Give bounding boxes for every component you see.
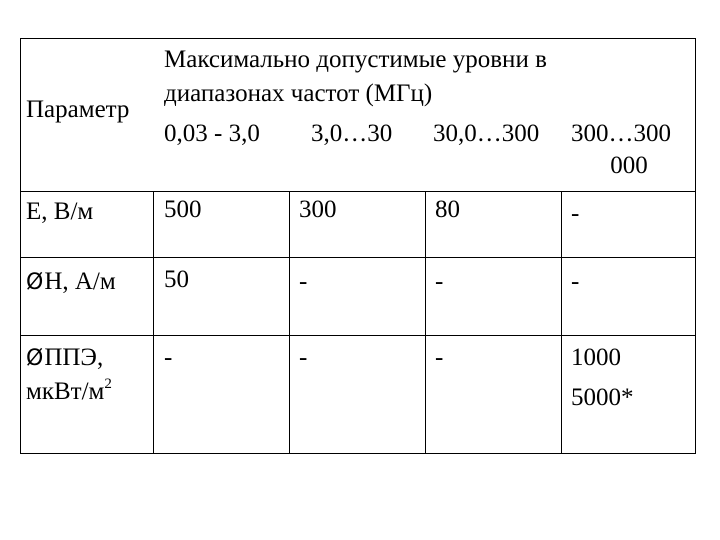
header-range-1: 0,03 - 3,0	[164, 120, 260, 147]
row-divider	[21, 257, 695, 258]
header-range-4-cont: 000	[610, 152, 648, 179]
col-divider	[561, 191, 562, 453]
row-h-value: 50	[164, 266, 189, 293]
row-ppe-value: -	[299, 344, 308, 371]
row-ppe-value: -	[164, 344, 173, 371]
row-h-value: -	[571, 268, 580, 295]
norms-table	[20, 38, 696, 454]
row-divider	[21, 335, 695, 336]
col-divider	[425, 191, 426, 453]
arrow-bullet-icon: Ø	[26, 270, 44, 295]
row-divider	[21, 191, 695, 192]
header-range-3: 30,0…300	[433, 120, 540, 147]
row-h-value: -	[435, 268, 444, 295]
row-ppe-value: -	[435, 344, 444, 371]
header-param: Параметр	[26, 96, 130, 123]
row-ppe-value: 1000	[571, 344, 621, 371]
row-e-value: -	[571, 200, 580, 227]
header-range-4: 300…300	[571, 120, 671, 147]
row-e-value: 300	[299, 196, 337, 223]
row-e-value: 80	[435, 196, 460, 223]
row-e-value: 500	[164, 196, 202, 223]
row-h-value: -	[299, 268, 308, 295]
arrow-bullet-icon: Ø	[26, 346, 44, 371]
col-divider	[289, 191, 290, 453]
col-divider	[153, 191, 154, 453]
header-group-line2: диапазонах частот (МГц)	[164, 80, 433, 107]
header-group-line1: Максимально допустимые уровни в	[164, 46, 547, 73]
header-range-2: 3,0…30	[311, 120, 393, 147]
row-ppe-value-line2: 5000*	[571, 384, 634, 411]
row-ppe-param: ØППЭ,	[26, 344, 104, 371]
row-e-param: Е, В/м	[26, 198, 94, 225]
unit-superscript: 2	[104, 375, 112, 392]
row-h-param: ØН, А/м	[26, 268, 116, 295]
row-ppe-param-line2: мкВт/$м^2$	[26, 375, 112, 405]
